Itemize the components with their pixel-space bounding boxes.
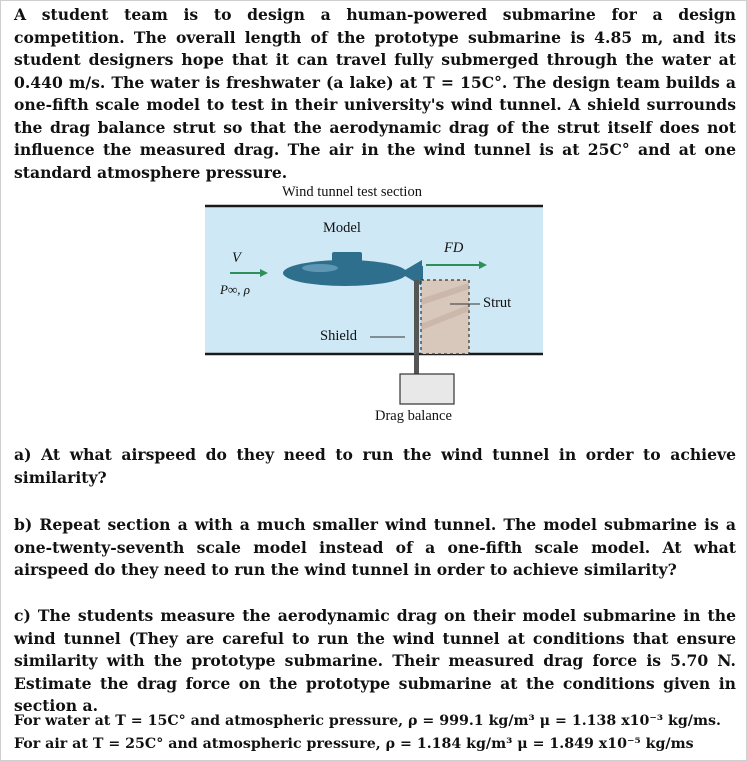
water-properties: For water at T = 15C° and atmospheric pressure, ρ = 999.1 kg/m³ μ = 1.138 x10⁻³ kg/ms. xyxy=(14,713,721,729)
problem-intro: A student team is to design a human-powered submarine for a design competition. The overall length of the prototype submarine is 4.85 m, and its student designers hope that it can travel fully submerged through the water at 0.440 m/s. The water is freshwater (a lake) at T = 15C°. The design team builds a one-fifth scale model to test in their university's wind tunnel. A shield surrounds the drag balance strut so that the aerodynamic drag of the strut itself does not influence the measured drag. The air in the wind tunnel is at 25C° and at one standard atmosphere pressure. xyxy=(14,5,736,182)
model-label: Model xyxy=(323,220,361,236)
air-properties: For air at T = 25C° and atmospheric pressure, ρ = 1.184 kg/m³ μ = 1.849 x10⁻⁵ kg/ms xyxy=(14,736,694,752)
wind-tunnel-figure xyxy=(200,182,550,432)
force-label: FD xyxy=(444,240,464,256)
drag-balance-label: Drag balance xyxy=(375,408,452,424)
question-b: b) Repeat section a with a much smaller wind tunnel. The model submarine is a one-twenty-seventh scale model instead of a one-fifth scale model. At what airspeed do they need to run the wind tunnel in order to achieve similarity? xyxy=(14,515,736,579)
strut-label: Strut xyxy=(483,295,512,311)
drag-balance xyxy=(400,374,454,404)
shield-label: Shield xyxy=(320,328,358,344)
freestream-label: P∞, ρ xyxy=(220,282,250,297)
figure-title: Wind tunnel test section xyxy=(282,184,422,200)
velocity-label: V xyxy=(232,250,241,266)
question-a: a) At what airspeed do they need to run the wind tunnel in order to achieve similarity? xyxy=(14,445,736,487)
question-c: c) The students measure the aerodynamic drag on their model submarine in the wind tunnel (They are careful to run the wind tunnel at conditions that ensure similarity with the prototype submarine. Their measured drag force is 5.70 N. Estimate the drag force on the prototype submarine at the conditions given in section a. xyxy=(14,606,736,715)
strut-rod xyxy=(414,280,419,375)
